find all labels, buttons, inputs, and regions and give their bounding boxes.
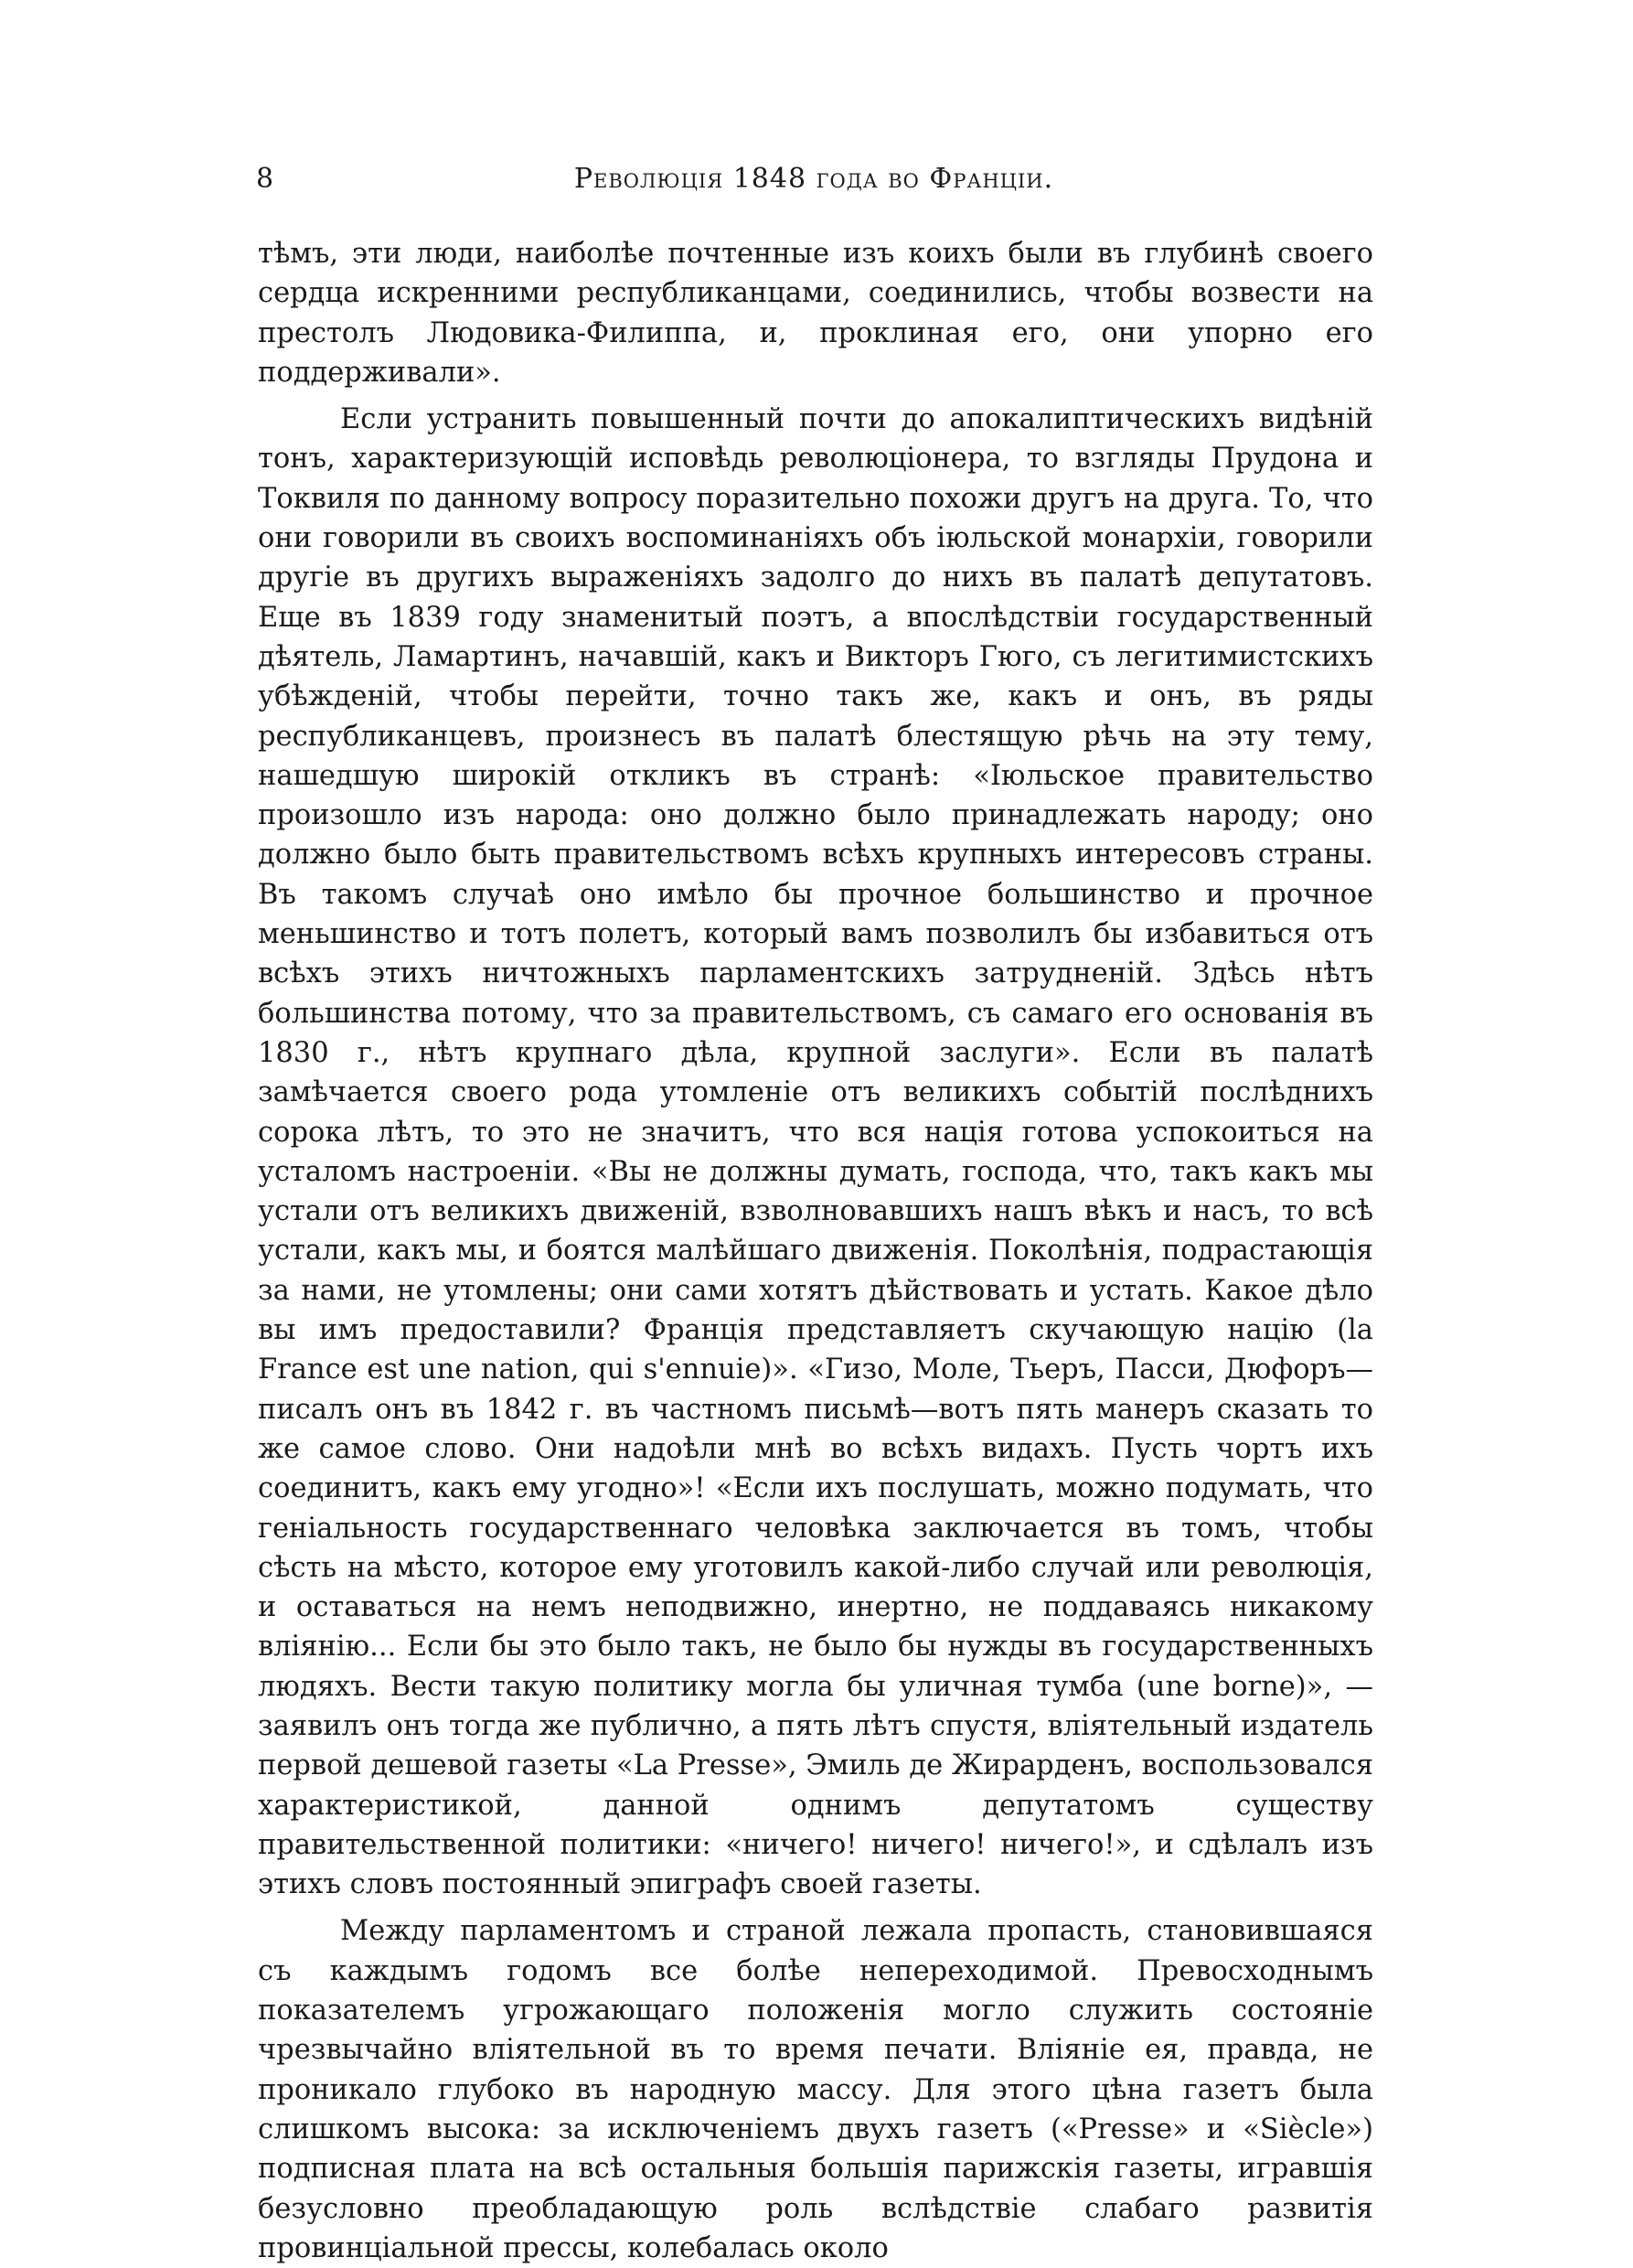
paragraph-continued: тѣмъ, эти люди, наиболѣе почтенные изъ коихъ были въ глубинѣ своего сердца искренними республиканцами, соединились, чтобы возвести на престолъ Людовика-Филиппа, и, проклиная его, они упорно его поддерживали». (258, 238, 1373, 389)
paragraph: Между парламентомъ и страной лежала пропасть, становившаяся съ каждымъ годомъ все болѣе непереходимой. Превосходнымъ показателемъ угрожающаго положенія могло служить состояніе чрезвычайно вліятельной въ то время печати. Вліяніе ея, правда, не проникало глубоко въ народную массу. Для этого цѣна газетъ была слишкомъ высока: за исключеніемъ двухъ газетъ («Presse» и «Siècle») подписная плата на всѣ остальныя большія парижскія газеты, игравшія безусловно преобладающую роль вслѣдствіе слабаго развитія провинціальной прессы, колебалась около (258, 1915, 1373, 2264)
running-title: Революція 1848 года во Франціи. (573, 163, 1054, 195)
body-text (258, 234, 1373, 2268)
page-header (256, 161, 1372, 205)
paragraph: Если устранить повышенный почти до апокалиптическихъ видѣній тонъ, характеризующій исповѣдь революціонера, то взгляды Прудона и Токвиля по данному вопросу поразительно похожи другъ на друга. То, что они говорили въ своихъ воспоминаніяхъ объ іюльской монархіи, говорили другіе въ другихъ выраженіяхъ задолго до нихъ въ палатѣ депутатовъ. Еще въ 1839 году знаменитый поэтъ, а впослѣдствіи государственный дѣятель, Ламартинъ, начавшій, какъ и Викторъ Гюго, съ легитимистскихъ убѣжденій, чтобы перейти, точно такъ же, какъ и онъ, въ ряды республиканцевъ, произнесъ въ палатѣ блестящую рѣчь на эту тему, нашедшую широкій откликъ въ странѣ: «Іюльское правительство произошло изъ народа: оно должно было принадлежать народу; оно должно было быть правительствомъ всѣхъ крупныхъ интересовъ страны. Въ такомъ случаѣ оно имѣло бы прочное большинство и прочное меньшинство и тотъ полетъ, который вамъ позволилъ бы избавиться отъ всѣхъ этихъ ничтожныхъ парламентскихъ затрудненій. Здѣсь нѣтъ большинства потому, что за правительствомъ, съ самаго его основанія въ 1830 г., нѣтъ крупнаго дѣла, крупной заслуги». Если въ палатѣ замѣчается своего рода утомленіе отъ великихъ событій послѣднихъ сорока лѣтъ, то это не значитъ, что вся нація готова успокоиться на усталомъ настроеніи. «Вы не должны думать, господа, что, такъ какъ мы устали отъ великихъ движеній, взволновавшихъ нашъ вѣкъ и насъ, то всѣ устали, какъ мы, и боятся малѣйшаго движенія. Поколѣнія, подрастающія за нами, не утомлены; они сами хотятъ дѣйствовать и устать. Какое дѣло вы имъ предоставили? Франція представляетъ скучающую націю (la France est une nation, qui s'ennuie)». «Гизо, Моле, Тьеръ, Пасси, Дюфоръ—писалъ онъ въ 1842 г. въ частномъ письмѣ—вотъ пять манеръ сказать то же самое слово. Они надоѣли мнѣ во всѣхъ видахъ. Пусть чортъ ихъ соединитъ, какъ ему угодно»! «Если ихъ послушать, можно подумать, что геніальность государственнаго человѣка заключается въ томъ, чтобы сѣсть на мѣсто, которое ему уготовилъ какой-либо случай или революція, и оставаться на немъ неподвижно, инертно, не поддаваясь никакому вліянію... Если бы это было такъ, не было бы нужды въ государственныхъ людяхъ. Вести такую политику могла бы уличная тумба (une borne)», —заявилъ онъ тогда же публично, а пять лѣтъ спустя, вліятельный издатель первой дешевой газеты «La Presse», Эмиль де Жирарденъ, воспользовался характеристикой, данной однимъ депутатомъ существу правительственной политики: «ничего! ничего! ничего!», и сдѣлалъ изъ этихъ словъ постоянный эпиграфъ своей газеты. (258, 403, 1373, 1901)
page-number: 8 (256, 163, 274, 195)
